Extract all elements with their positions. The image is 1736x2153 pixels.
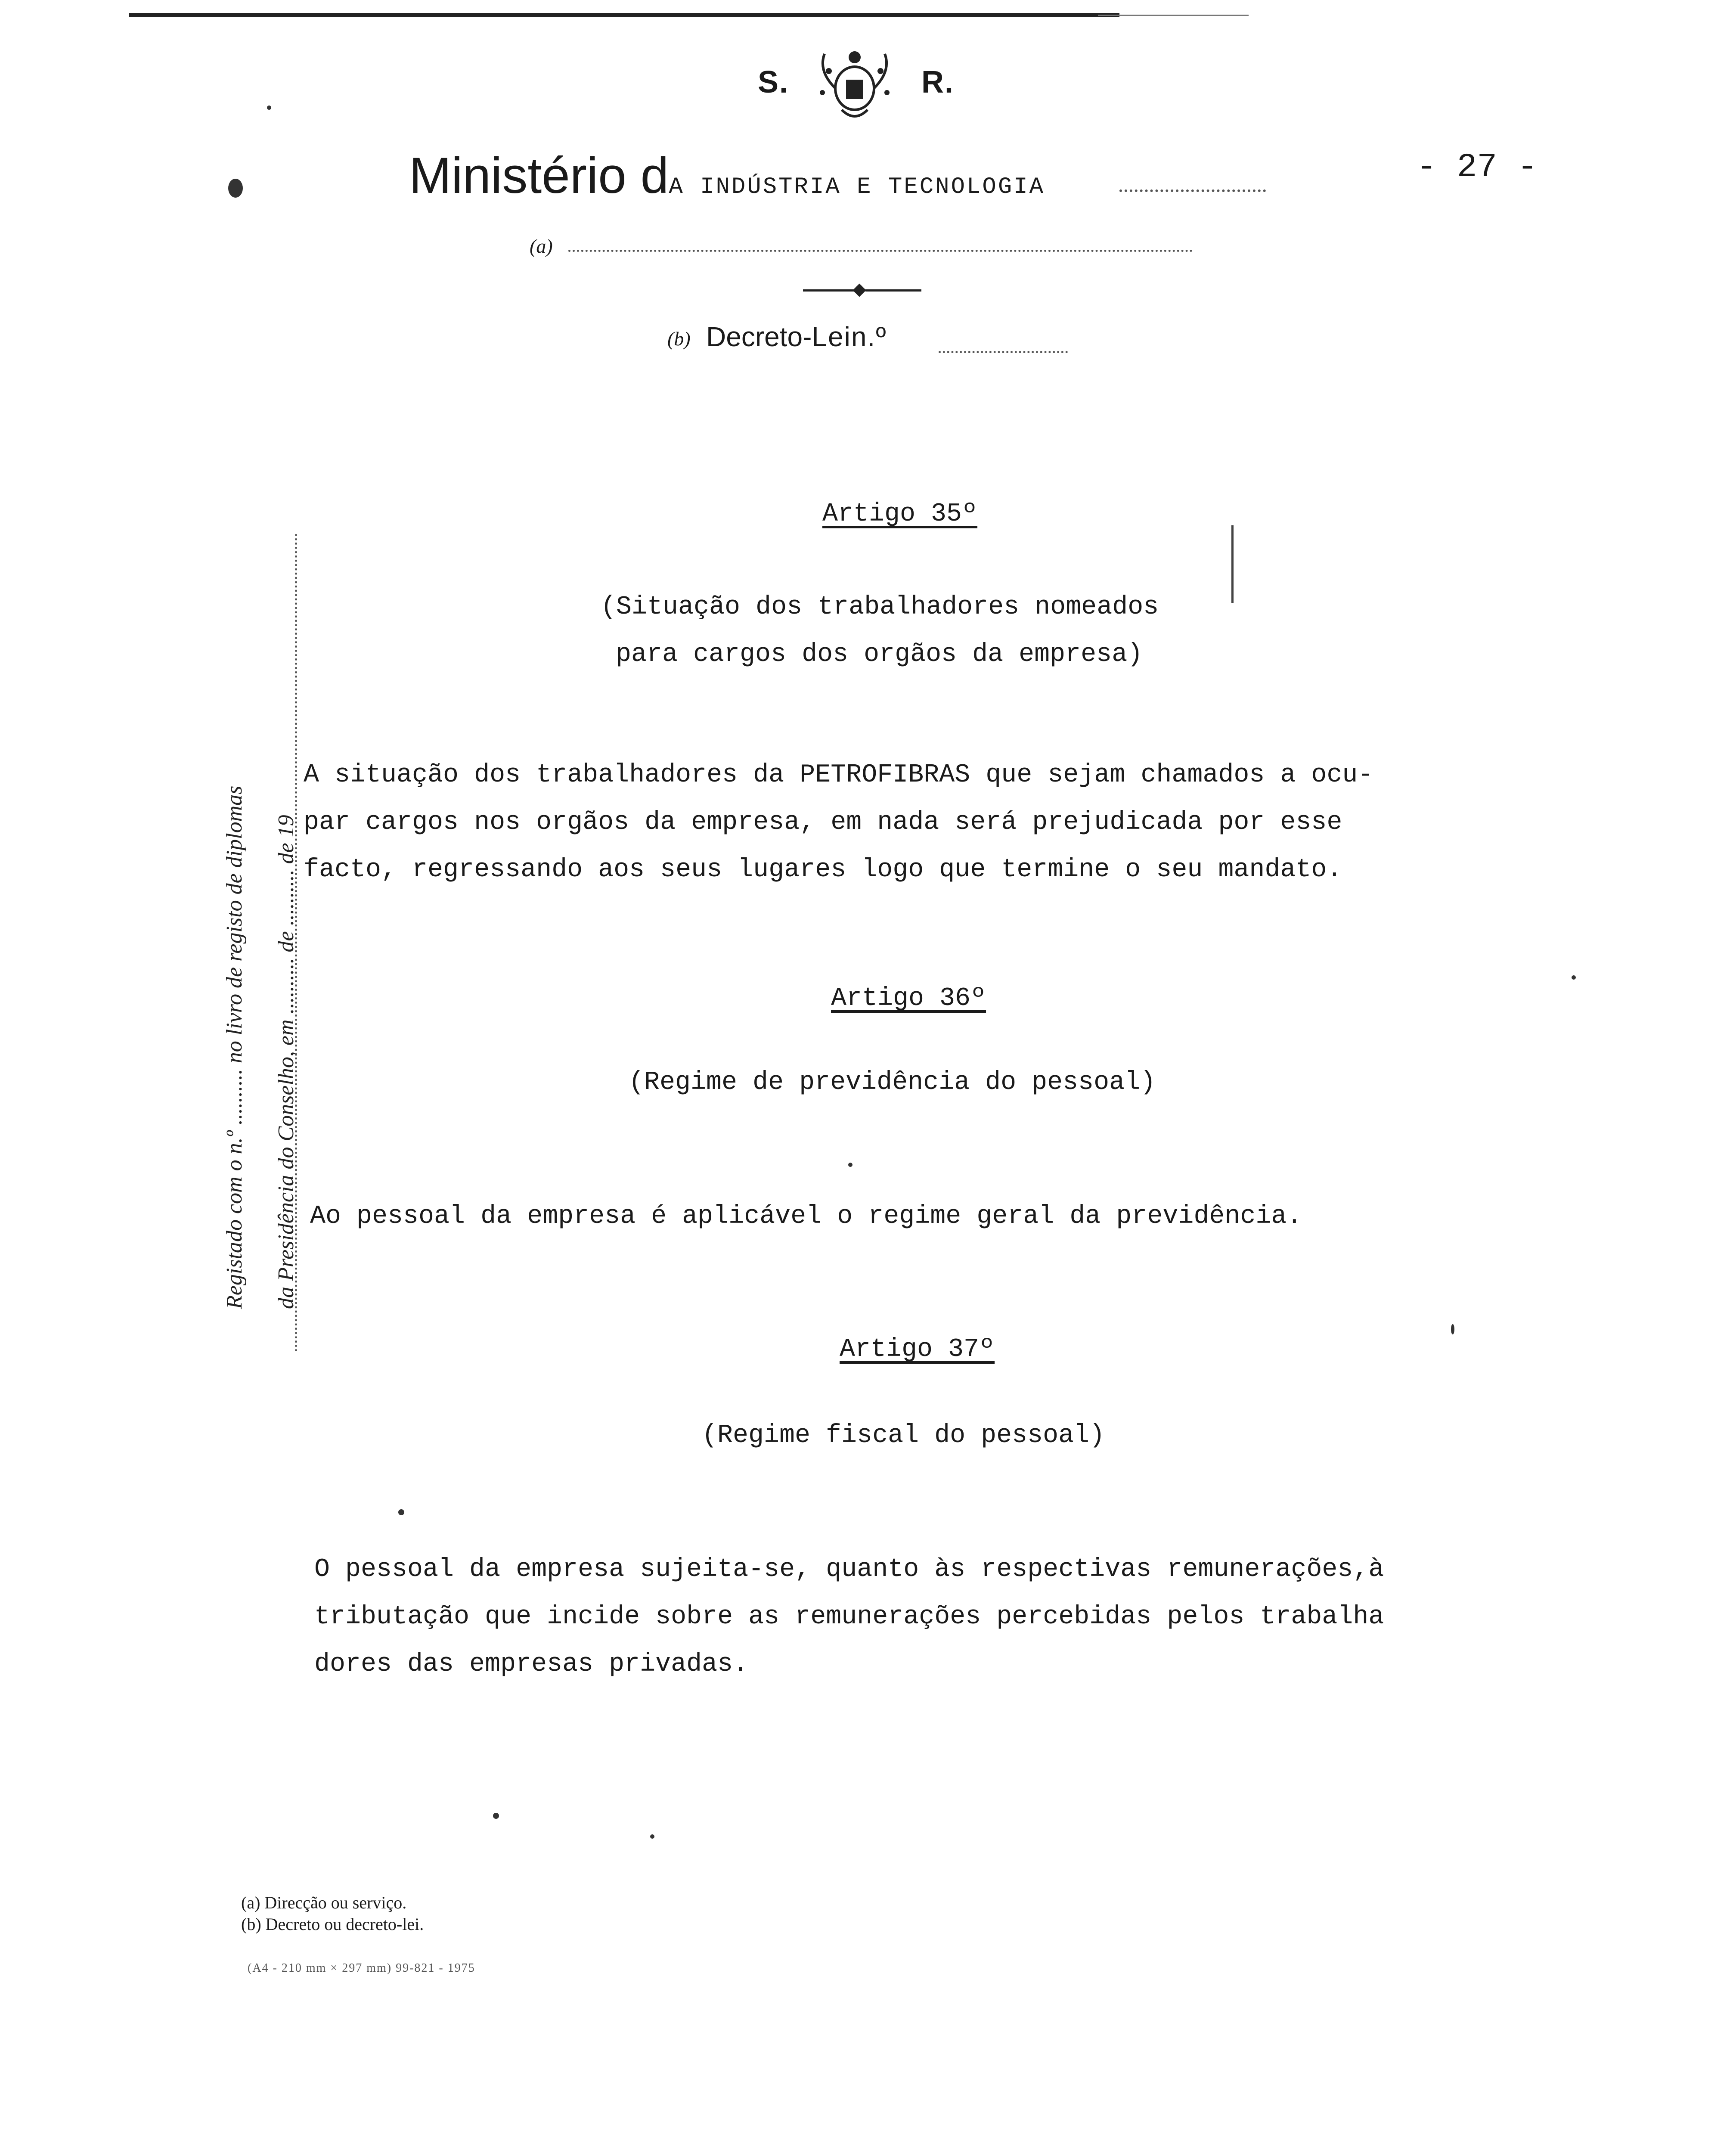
speck [1451, 1324, 1454, 1334]
ink-blot [228, 179, 243, 198]
print-code: (A4 - 210 mm × 297 mm) 99-821 - 1975 [248, 1961, 475, 1975]
field-b-value: Lein.º [812, 321, 887, 352]
article-36-body-line: Ao pessoal da empresa é aplicável o regime geral da previdência. [310, 1202, 1302, 1231]
speck [650, 1834, 654, 1839]
divider-line-right [865, 289, 921, 292]
field-b-text [706, 321, 887, 353]
field-a-dotted-line [568, 250, 1193, 252]
speck [1572, 975, 1576, 980]
article-36-heading: Artigo 36º [831, 984, 986, 1013]
article-35-body-line: par cargos nos orgãos da empresa, em nada será prejudicada por esse [304, 808, 1342, 837]
ministry-value: A INDÚSTRIA E TECNOLOGIA [669, 174, 1045, 200]
field-b-label: (b) [667, 328, 691, 350]
footnote-b: (b) Decreto ou decreto-lei. [241, 1914, 424, 1934]
top-rule [129, 13, 1119, 17]
article-35-heading: Artigo 35º [822, 499, 978, 529]
margin-registry-note: Registado com o n.º .......... no livro de registo de diplomas [222, 785, 247, 1309]
article-37-body-line: O pessoal da empresa sujeita-se, quanto às respectivas remunerações,à [314, 1555, 1384, 1584]
sr-left-letter: S. [758, 65, 789, 99]
margin-dotted-line [295, 534, 297, 1352]
field-b-prefix: Decreto- [706, 321, 812, 352]
article-36-body [310, 1193, 1302, 1240]
sr-right-letter: R. [921, 65, 954, 99]
divider-line-left [803, 289, 859, 292]
article-35-body-line: facto, regressando aos seus lugares logo que termine o seu mandato. [304, 855, 1342, 884]
article-35-body-line: A situação dos trabalhadores da PETROFIBRAS que sejam chamados a ocu- [304, 760, 1373, 790]
speck [848, 1163, 852, 1167]
speck [493, 1813, 499, 1819]
page-number: - 27 - [1417, 149, 1538, 186]
speck [267, 105, 271, 110]
article-35-subtitle-line: (Situação dos trabalhadores nomeados [601, 593, 1159, 622]
article-35-body [304, 751, 1373, 893]
article-37-heading: Artigo 37º [840, 1335, 995, 1364]
field-a-label: (a) [530, 235, 553, 257]
article-37-body-line: dores das empresas privadas. [314, 1650, 749, 1679]
article-35-subtitle [601, 583, 1159, 678]
footnote-a: (a) Direcção ou serviço. [241, 1893, 407, 1912]
pencil-mark [1231, 525, 1234, 603]
ministry-prefix: Ministério d [409, 147, 669, 204]
top-rule-tail [1098, 15, 1249, 16]
margin-council-note: da Presidência do Conselho, em .......... de .......... de 19 [274, 815, 298, 1309]
divider-diamond-icon [852, 283, 866, 297]
article-37-subtitle: (Regime fiscal do pessoal) [702, 1421, 1105, 1450]
speck [398, 1509, 404, 1515]
article-37-body [314, 1546, 1384, 1688]
ministry-line [409, 146, 1045, 205]
article-35-subtitle-line: para cargos dos orgãos da empresa) [616, 640, 1143, 669]
field-b-dotted-line [939, 351, 1068, 353]
coat-of-arms-icon [809, 45, 900, 127]
article-37-body-line: tributação que incide sobre as remunerações percebidas pelos trabalha [314, 1602, 1384, 1632]
article-36-subtitle: (Regime de previdência do pessoal) [629, 1068, 1156, 1097]
ministry-dotted-line [1119, 189, 1266, 192]
